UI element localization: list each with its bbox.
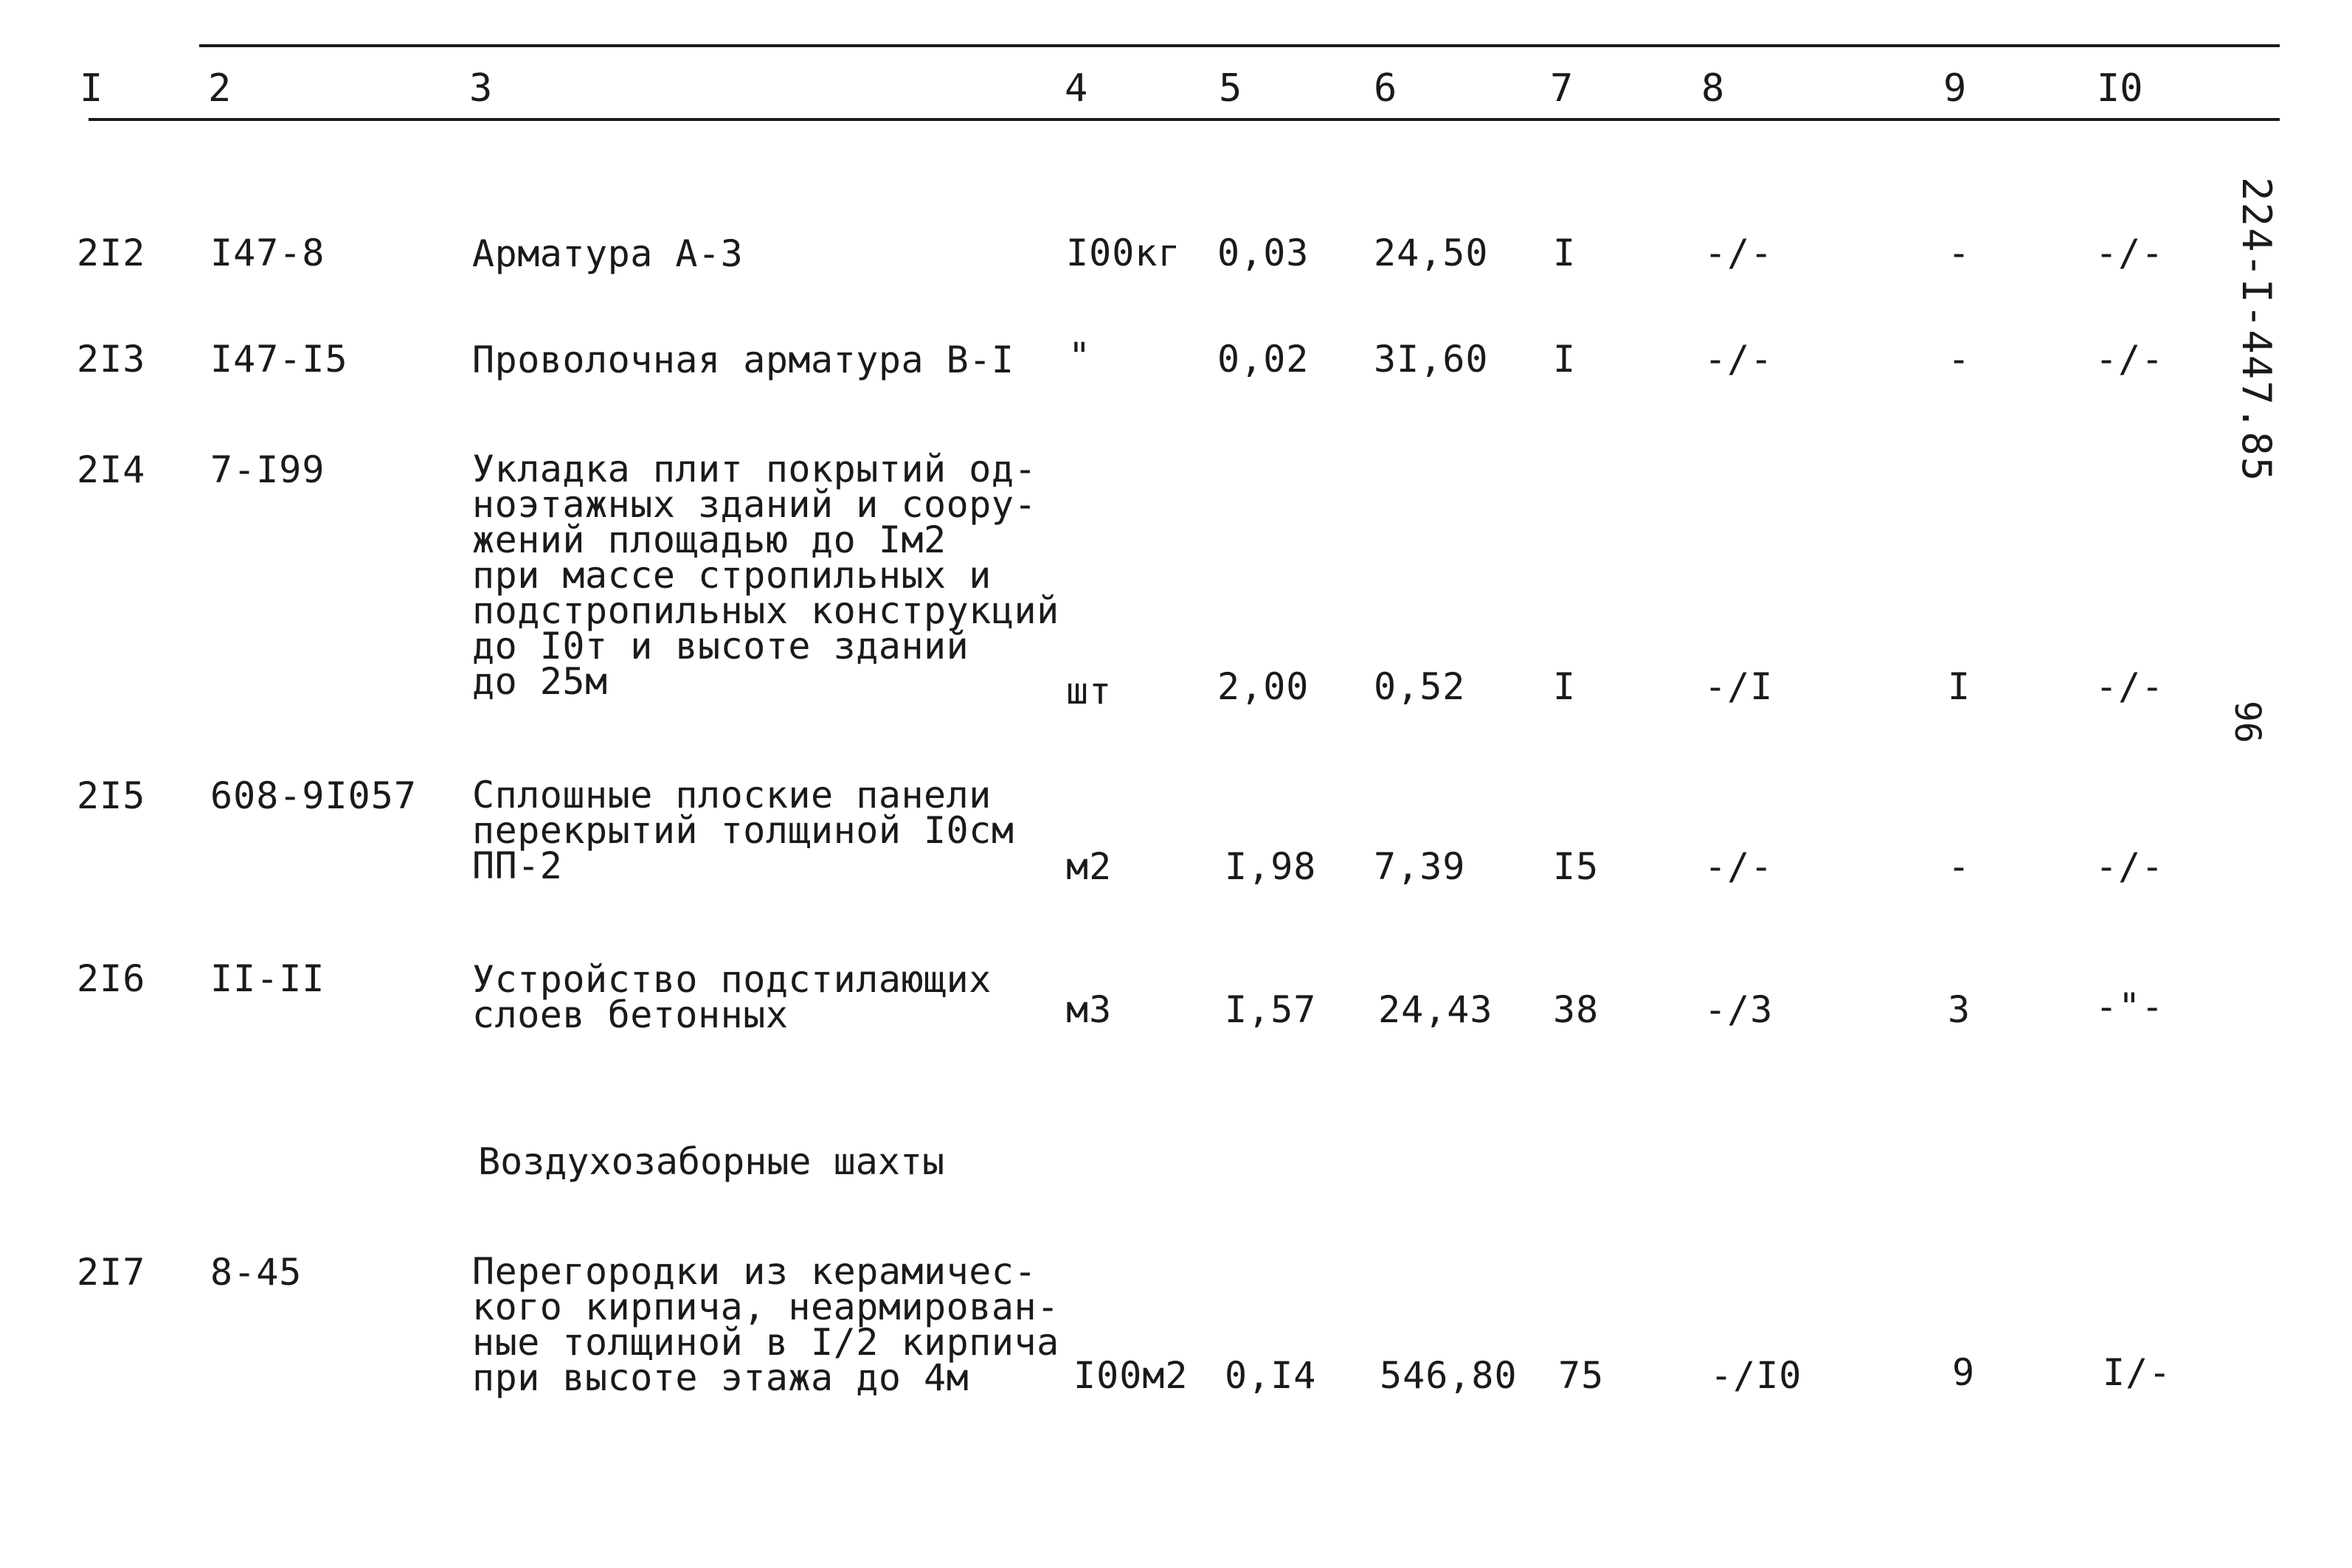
unit-price: 0,52 (1374, 665, 1466, 708)
col-7-value: 75 (1558, 1354, 1605, 1397)
col-9-value: 9 (1952, 1351, 1976, 1394)
col-8-value: -/- (1704, 232, 1774, 274)
col-7-value: 38 (1553, 988, 1599, 1031)
unit: м2 (1066, 845, 1113, 888)
work-description: Арматура А-3 (472, 232, 744, 275)
row-number: 2I5 (77, 774, 146, 817)
col-10-value: -/- (2095, 665, 2165, 708)
work-description: Укладка плит покрытий од- ноэтажных зданий и соору- жений площадью до Iм2 при массе стропильных и подстропильных конструкций до I0т и высоте зданий до 25м (472, 448, 1059, 703)
col-header-7: 7 (1550, 66, 1574, 111)
unit-price: 24,43 (1378, 988, 1493, 1031)
col-8-value: -/3 (1704, 988, 1774, 1031)
unit: " (1068, 335, 1092, 378)
quantity: 2,00 (1217, 665, 1310, 708)
rate-code: II-II (210, 957, 325, 1000)
col-7-value: I (1553, 665, 1577, 708)
work-description: Перегородки из керамичес- кого кирпича, неармирован- ные толщиной в I/2 кирпича при высоте этажа до 4м (472, 1250, 1059, 1399)
unit: I00кг (1066, 232, 1181, 274)
row-number: 2I4 (77, 448, 146, 491)
col-9-value: - (1948, 338, 1971, 381)
col-10-value: -/- (2095, 338, 2165, 381)
work-description: Проволочная арматура В-I (472, 339, 1014, 381)
col-7-value: I (1553, 232, 1577, 274)
col-10-value: I/- (2103, 1351, 2172, 1394)
col-header-10: I0 (2097, 66, 2143, 111)
page-number: 96 (2227, 701, 2268, 743)
top-rule (199, 44, 2280, 47)
col-8-value: -/I0 (1710, 1354, 1802, 1397)
row-number: 2I7 (77, 1251, 146, 1294)
unit: шт (1066, 670, 1113, 712)
col-header-2: 2 (208, 66, 232, 111)
quantity: 0,03 (1217, 232, 1310, 274)
row-number: 2I3 (77, 338, 146, 381)
col-7-value: I (1553, 338, 1577, 381)
col-8-value: -/I (1704, 665, 1774, 708)
col-header-6: 6 (1374, 66, 1397, 111)
work-description: Сплошные плоские панели перекрытий толщиной I0см ПП-2 (472, 774, 1014, 887)
unit-price: 3I,60 (1374, 338, 1489, 381)
rate-code: I47-I5 (210, 338, 348, 381)
col-8-value: -/- (1704, 338, 1774, 381)
work-description: Устройство подстилающих слоев бетонных (472, 958, 992, 1036)
row-number: 2I2 (77, 232, 146, 274)
col-9-value: 3 (1948, 988, 1971, 1031)
col-10-value: -/- (2095, 232, 2165, 274)
unit-price: 24,50 (1374, 232, 1489, 274)
col-9-value: I (1948, 665, 1971, 708)
section-heading: Воздухозаборные шахты (478, 1140, 945, 1183)
quantity: 0,I4 (1225, 1354, 1317, 1397)
col-header-1: I (80, 66, 103, 111)
unit-price: 546,80 (1380, 1354, 1518, 1397)
col-header-8: 8 (1701, 66, 1725, 111)
col-header-9: 9 (1943, 66, 1967, 111)
rate-code: 7-I99 (210, 448, 325, 491)
rate-code: I47-8 (210, 232, 325, 274)
col-header-3: 3 (469, 66, 493, 111)
document-code: 224-I-447.85 (2233, 177, 2280, 483)
rate-code: 608-9I057 (210, 774, 417, 817)
row-number: 2I6 (77, 957, 146, 1000)
col-10-value: -/- (2095, 845, 2165, 888)
col-7-value: I5 (1553, 845, 1599, 888)
quantity: 0,02 (1217, 338, 1310, 381)
rate-code: 8-45 (210, 1251, 302, 1294)
col-9-value: - (1948, 845, 1971, 888)
unit: м3 (1066, 988, 1113, 1031)
header-rule (89, 118, 2280, 121)
quantity: I,98 (1225, 845, 1317, 888)
col-header-5: 5 (1219, 66, 1242, 111)
col-8-value: -/- (1704, 845, 1774, 888)
unit-price: 7,39 (1374, 845, 1466, 888)
unit: I00м2 (1073, 1354, 1189, 1397)
col-9-value: - (1948, 232, 1971, 274)
col-header-4: 4 (1065, 66, 1088, 111)
col-10-value: -"- (2095, 985, 2165, 1028)
quantity: I,57 (1225, 988, 1317, 1031)
